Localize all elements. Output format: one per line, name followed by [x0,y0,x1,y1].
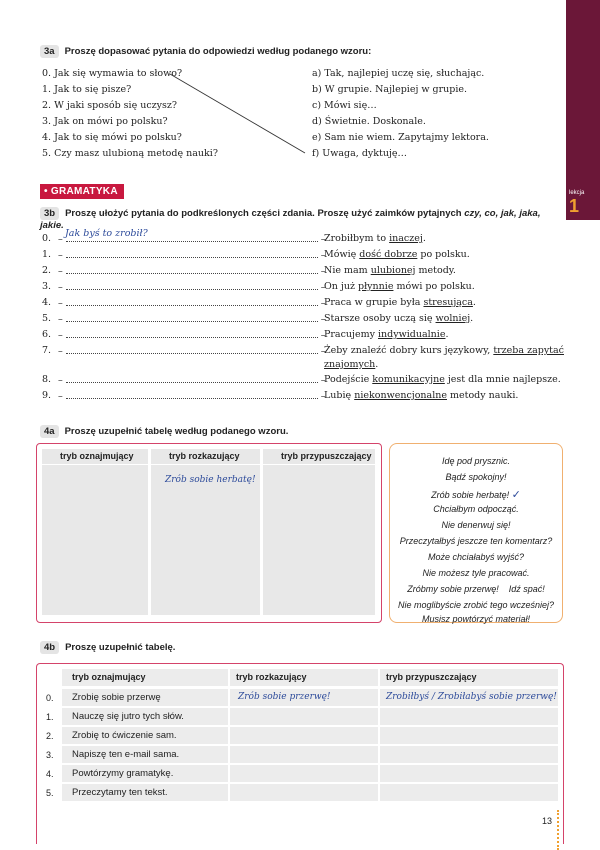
column-header: tryb rozkazujący [151,449,260,465]
question: 1. Jak to się pisze? [42,84,132,95]
sentence-text: metody nauki. [447,390,519,401]
exercise-instruction: Proszę ułożyć pytania do podkreślonych części zdania. Proszę użyć zaimków pytajnych [65,208,465,219]
phrase: Nie moglibyście zrobić tego wcześniej? [397,600,555,610]
cell-text: Zrobię sobie przerwę [72,692,161,703]
exercise-instruction: Proszę uzupełnić tabelę według podanego wzoru. [64,426,289,437]
underlined-part: płynnie [358,281,394,292]
underlined-part: dość dobrze [359,249,418,260]
cell-imperative[interactable] [230,727,378,744]
cell-conditional[interactable] [380,727,558,744]
sentence-text: jest dla mnie najlepsze. [444,374,561,385]
grammar-badge: • GRAMATYKA [40,184,124,199]
exercise-instruction: Proszę dopasować pytania do odpowiedzi według podanego wzoru: [64,46,372,57]
phrase: Chciałbym odpocząć. [433,504,519,514]
underlined-part: trzeba zapytać [493,345,564,356]
table-4b-header [40,669,558,687]
sentence-text: . [472,297,476,308]
sentence-text: Praca w grupie była [324,297,424,308]
sentence-text: Żeby znaleźć dobry kurs językowy, [324,345,494,356]
underlined-part: inaczej [389,233,423,244]
table-row [40,689,558,707]
checkmark-icon: ✓ [511,488,521,501]
sentence [324,374,561,386]
header-cell [62,669,228,686]
cell-imperative[interactable] [230,689,378,706]
answer: b) W grupie. Najlepiej w grupie. [312,84,468,95]
sentence-text: On już [324,281,359,292]
item-number: 0. [42,233,52,244]
phrase: Zrób sobie herbatę! [431,490,510,500]
cell-imperative[interactable] [230,746,378,763]
underlined-part: stresująca [423,297,473,308]
question: 4. Jak to się mówi po polsku? [42,132,182,143]
table-row [40,746,558,764]
cell-answer: Zrób sobie przerwę! [238,692,331,702]
cell-imperative[interactable] [230,765,378,782]
question: 0. Jak się wymawia to słowo? [42,68,183,79]
item-number: 4. [42,297,52,308]
match-line [0,0,600,200]
underlined-part: niekonwencjonalne [354,390,447,401]
column-conditional [263,449,375,615]
answer-blank[interactable]: – – [58,298,326,309]
cell-text: Przeczytamy ten tekst. [72,787,168,798]
exercise-badge: 4b [40,641,59,654]
sentence-text: Podejście [324,374,373,385]
table-row [40,708,558,726]
phrase: Zróbmy sobie przerwę! Idź spać! [407,584,545,594]
sentence [324,249,470,261]
sentence-text: . [422,233,426,244]
question: 3. Jak on mówi po polsku? [42,116,168,127]
cell-indicative [62,746,228,763]
example-answer: Jak byś to zrobił? [65,228,148,239]
page-dotted-marker [557,810,559,850]
row-number: 1. [46,712,54,722]
exercise-instruction: Proszę uzupełnić tabelę. [65,642,176,653]
sentence-text: Zrobiłbym to [324,233,390,244]
lesson-number: 1 [569,196,580,216]
table-row [40,727,558,745]
underlined-part: wolniej [435,313,471,324]
phrase: Idę pod prysznic. [441,456,511,466]
question: 2. W jaki sposób się uczysz? [42,100,178,111]
cell-indicative [62,727,228,744]
answer-blank[interactable]: – – [58,330,326,341]
table-4a [36,443,382,623]
cell-indicative [62,784,228,801]
exercise-badge: 4a [40,425,59,438]
column-indicative [42,449,148,615]
cell-conditional[interactable] [380,746,558,763]
row-number: 0. [46,693,54,703]
answer-blank[interactable]: – – [58,314,326,325]
column-header: tryb rozkazujący [236,672,307,682]
page-number: 13 [542,816,553,826]
phrase: Przeczytałbyś jeszcze ten komentarz? [399,536,553,546]
header-cell [380,669,558,686]
column-header: tryb oznajmujący [42,449,148,465]
sentence-text: po polsku. [417,249,470,260]
cell-text: Napiszę ten e-mail sama. [72,749,180,760]
phrase-checked [390,488,562,501]
sentence-text: Pracujemy [324,329,378,340]
question: 5. Czy masz ulubioną metodę nauki? [42,148,218,159]
phrase: Nie możesz tyle pracować. [422,568,530,578]
sentence [324,345,564,357]
sentence-text: . [470,313,474,324]
answer-blank[interactable]: – – [58,282,326,293]
cell-imperative[interactable] [230,708,378,725]
phrase: Nie denerwuj się! [441,520,511,530]
item-number: 2. [42,265,52,276]
exercise-4b-header [40,641,175,654]
grammar-label: GRAMATYKA [50,186,118,197]
underlined-part: indywidualnie [378,329,446,340]
exercise-4a-header [40,425,288,438]
sentence [324,390,518,402]
answer: c) Mówi się… [312,100,377,111]
sentence [324,329,449,341]
sentence [324,313,473,325]
cell-conditional[interactable] [380,765,558,782]
sentence [324,265,456,277]
example-imperative: Zrób sobie herbatę! [165,475,256,485]
column-header: tryb przypuszczający [386,672,477,682]
item-number: 9. [42,390,52,401]
cell-text: Zrobię to ćwiczenie sam. [72,730,177,741]
answer: d) Świetnie. Doskonale. [312,116,426,127]
cell-text: Powtórzymy gramatykę. [72,768,174,779]
cell-conditional[interactable] [380,784,558,801]
phrase-box [389,443,563,623]
header-cell [230,669,378,686]
phrase: Bądź spokojny! [445,472,507,482]
column-header: tryb przypuszczający [263,449,375,465]
answer-blank[interactable]: – – [58,346,326,357]
item-number: 7. [42,345,52,356]
sentence-text: Mówię [324,249,360,260]
sentence [324,233,426,245]
sentence-text: Nie mam [324,265,371,276]
underlined-part: znajomych [324,359,376,370]
sentence-text: . [445,329,449,340]
cell-indicative [62,708,228,725]
cell-answer: Zrobiłbyś / Zrobiłabyś sobie przerwę! [386,692,557,702]
row-number: 2. [46,731,54,741]
exercise-badge: 3a [40,45,59,58]
item-number: 6. [42,329,52,340]
answer-blank[interactable]: – – [58,234,326,245]
cell-imperative[interactable] [230,784,378,801]
phrase: Może chciałabyś wyjść? [427,552,525,562]
sentence [324,281,475,293]
cell-conditional[interactable] [380,689,558,706]
sentence-text: Starsze osoby uczą się [324,313,436,324]
cell-text: Nauczę się jutro tych słów. [72,711,184,722]
answer: f) Uwaga, dyktuję… [312,148,408,159]
exercise-badge: 3b [40,207,59,220]
answer: a) Tak, najlepiej uczę się, słuchając. [312,68,485,79]
cell-indicative [62,765,228,782]
phrase: Musisz powtórzyć materiał! [421,614,531,624]
sentence-continuation [324,359,378,371]
answer-blank[interactable]: – – [58,375,326,386]
item-number: 3. [42,281,52,292]
sentence-text: mówi po polsku. [393,281,475,292]
cell-conditional[interactable] [380,708,558,725]
table-row [40,784,558,802]
cell-indicative [62,689,228,706]
answer-blank[interactable]: – – [58,391,326,402]
table-row [40,765,558,783]
instruction-words: czy, co, jak, jaka, jakie. [40,208,541,231]
row-number: 4. [46,769,54,779]
item-number: 1. [42,249,52,260]
answer-blank[interactable]: – – [58,266,326,277]
column-imperative[interactable] [151,449,260,615]
underlined-part: komunikacyjne [372,374,445,385]
underlined-part: ulubionej [370,265,416,276]
lesson-label: lekcja [569,190,585,196]
sentence-text: metody. [415,265,456,276]
row-number: 3. [46,750,54,760]
sentence-text: Lubię [324,390,355,401]
row-number: 5. [46,788,54,798]
answer: e) Sam nie wiem. Zapytajmy lektora. [312,132,489,143]
column-header: tryb oznajmujący [72,672,146,682]
answer-blank[interactable]: – – [58,250,326,261]
sentence-text: . [375,359,379,370]
sentence [324,297,476,309]
item-number: 5. [42,313,52,324]
item-number: 8. [42,374,52,385]
